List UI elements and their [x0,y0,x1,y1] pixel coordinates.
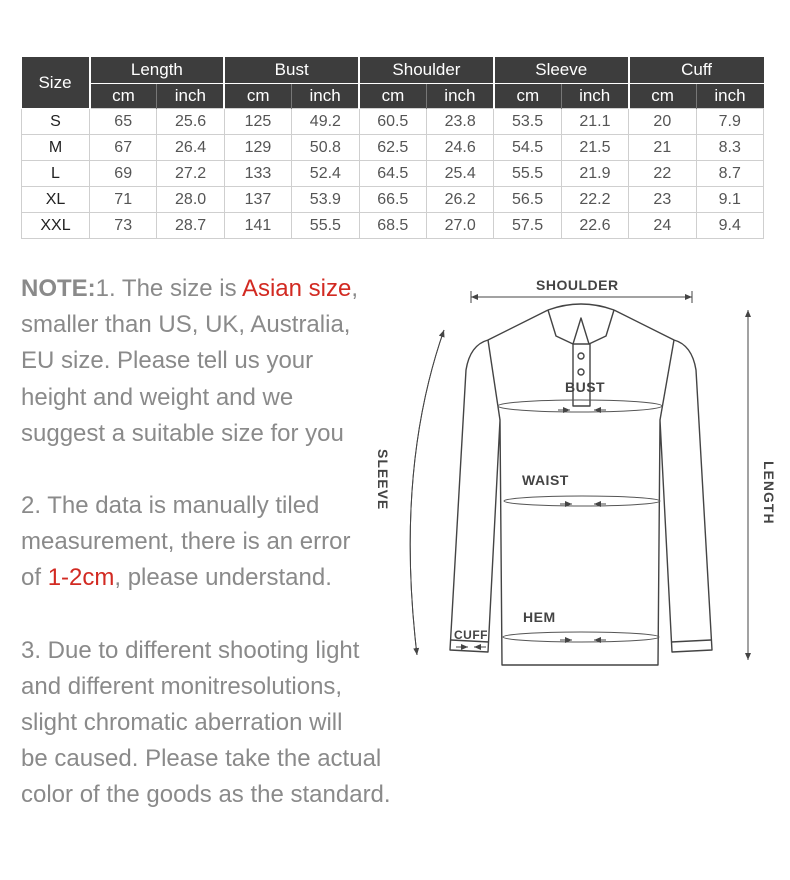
group-header-length: Length [90,57,225,84]
value-cell: 25.4 [426,161,493,187]
value-cell: 55.5 [494,161,561,187]
value-cell: 27.0 [426,213,493,239]
note-text: , [351,275,359,302]
value-cell: 133 [224,161,291,187]
value-cell: 22.6 [561,213,628,239]
value-cell: 26.4 [157,135,224,161]
value-cell: 21 [629,135,696,161]
value-cell: 26.2 [426,187,493,213]
value-cell: 71 [90,187,157,213]
cuff-label: CUFF [454,628,488,642]
value-cell: 22 [629,161,696,187]
unit-header: inch [292,84,359,109]
value-cell: 67 [90,135,157,161]
value-cell: 62.5 [359,135,426,161]
sleeve-measure-curve [410,330,444,655]
note-2: 2. The data is manually tiled [21,492,320,520]
group-header-bust: Bust [224,57,359,84]
value-cell: 24 [629,213,696,239]
value-cell: 66.5 [359,187,426,213]
unit-header: cm [90,84,157,109]
shoulder-label: SHOULDER [536,277,619,293]
value-cell: 23 [629,187,696,213]
value-cell: 53.9 [292,187,359,213]
unit-header: inch [426,84,493,109]
group-header-cuff: Cuff [629,57,764,84]
value-cell: 8.3 [696,135,763,161]
value-cell: 56.5 [494,187,561,213]
error-range-highlight: 1-2cm [47,564,115,592]
value-cell: 9.4 [696,213,763,239]
unit-header: cm [494,84,561,109]
note-line: be caused. Please take the actual [21,745,382,773]
value-cell: 28.7 [157,213,224,239]
note-line: height and weight and we [21,383,294,411]
value-cell: 64.5 [359,161,426,187]
size-cell: XXL [22,213,90,239]
asian-size-highlight: Asian size [241,275,352,302]
value-cell: 125 [224,109,291,135]
value-cell: 24.6 [426,135,493,161]
value-cell: 21.5 [561,135,628,161]
value-cell: 129 [224,135,291,161]
value-cell: 69 [90,161,157,187]
value-cell: 27.2 [157,161,224,187]
value-cell: 7.9 [696,109,763,135]
value-cell: 21.9 [561,161,628,187]
hem-label: HEM [523,609,556,625]
group-header-shoulder: Shoulder [359,57,494,84]
value-cell: 28.0 [157,187,224,213]
value-cell: 55.5 [292,213,359,239]
value-cell: 54.5 [494,135,561,161]
note-line: measurement, there is an error [21,528,351,556]
unit-header: inch [561,84,628,109]
value-cell: 8.7 [696,161,763,187]
value-cell: 23.8 [426,109,493,135]
size-cell: M [22,135,90,161]
note-text: , please understand. [114,564,332,592]
size-header: Size [22,57,90,109]
note-line: color of the goods as the standard. [21,781,391,809]
unit-header: cm [629,84,696,109]
value-cell: 49.2 [292,109,359,135]
value-cell: 50.8 [292,135,359,161]
hem-measure-ellipse [503,632,659,642]
unit-header: cm [359,84,426,109]
note-line: EU size. Please tell us your [21,347,314,375]
unit-header: inch [696,84,763,109]
size-cell: L [22,161,90,187]
note-line: suggest a suitable size for you [21,419,344,447]
waist-measure-ellipse [504,496,660,506]
value-cell: 141 [224,213,291,239]
unit-header: cm [224,84,291,109]
value-cell: 25.6 [157,109,224,135]
waist-label: WAIST [522,472,569,488]
shirt-outline-icon [450,304,712,665]
value-cell: 57.5 [494,213,561,239]
size-cell: XL [22,187,90,213]
note-3: 3. Due to different shooting light [21,636,360,664]
note-text: 1. The size is [95,275,242,302]
note-line: slight chromatic aberration will [21,709,343,737]
note-text: of [21,564,48,592]
unit-header: inch [157,84,224,109]
value-cell: 22.2 [561,187,628,213]
note-line: smaller than US, UK, Australia, [21,311,351,339]
bust-label: BUST [565,379,606,395]
note-label: NOTE: [21,275,96,302]
value-cell: 21.1 [561,109,628,135]
note-line: and different monitresolutions, [21,672,343,700]
sleeve-label: SLEEVE [375,449,391,511]
value-cell: 53.5 [494,109,561,135]
value-cell: 65 [90,109,157,135]
value-cell: 20 [629,109,696,135]
value-cell: 137 [224,187,291,213]
value-cell: 68.5 [359,213,426,239]
value-cell: 52.4 [292,161,359,187]
value-cell: 9.1 [696,187,763,213]
value-cell: 60.5 [359,109,426,135]
group-header-sleeve: Sleeve [494,57,629,84]
length-label: LENGTH [761,461,777,525]
size-cell: S [22,109,90,135]
value-cell: 73 [90,213,157,239]
